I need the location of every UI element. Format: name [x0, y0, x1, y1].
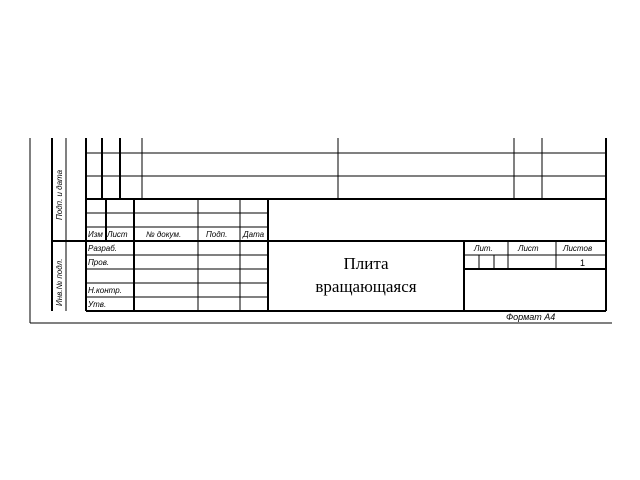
role-norm-control-label: Н.контр. — [88, 286, 122, 295]
signature-date-label: Подп. и дата — [55, 169, 64, 220]
col-sheet-label: Лист — [107, 230, 128, 239]
side-column — [52, 138, 86, 311]
col-signature-label: Подп. — [206, 230, 228, 239]
sheets-label: Листов — [563, 244, 593, 253]
format-label: Формат А4 — [506, 312, 556, 322]
role-approved-label: Утв. — [88, 300, 107, 309]
sheets-count-value: 1 — [580, 258, 586, 268]
col-change-label: Изм — [88, 230, 103, 239]
role-checker-label: Пров. — [88, 258, 110, 267]
letter-label: Лит. — [474, 244, 493, 253]
col-doc-number-label: № докум. — [146, 230, 182, 239]
sheet-label: Лист — [518, 244, 539, 253]
col-date-label: Дата — [243, 230, 265, 239]
role-developer-label: Разраб. — [88, 244, 117, 253]
document-title-line1: Плита — [343, 254, 389, 273]
document-title-line2: вращающаяся — [315, 277, 417, 296]
inventory-label: Инв.№ подл. — [55, 258, 64, 306]
